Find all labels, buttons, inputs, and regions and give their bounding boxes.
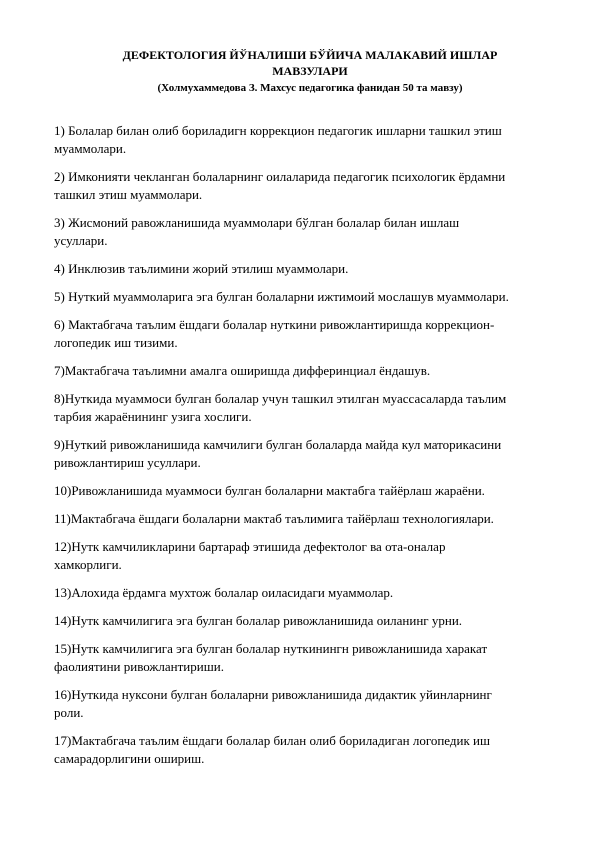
title-block bbox=[60, 47, 560, 96]
list-item: 17)Мактабгача таълим ёшдаги болалар билан олиб бориладиган логопедик иш самарадорлигини ошириш. bbox=[54, 733, 490, 766]
list-item: 4) Инклюзив таълимини жорий этилиш муаммолари. bbox=[54, 261, 349, 276]
list-item: 13)Алохида ёрдамга мухтож болалар оиласидаги муаммолар. bbox=[54, 585, 394, 600]
list-item: 11)Мактабгача ёшдаги болаларни мактаб таълимига тайёрлаш технологиялари. bbox=[54, 511, 494, 526]
document-subtitle: (Холмухаммедова З. Махсус педагогика фанидан 50 та мавзу) bbox=[157, 82, 463, 94]
list-item: 2) Имконияти чекланган болаларнинг оилаларида педагогик психологик ёрдамни ташкил этиш муаммолари. bbox=[54, 169, 506, 202]
list-item: 15)Нутк камчилигига эга булган болалар нуткинингн ривожланишида харакат фаолиятини ривожлантириши. bbox=[54, 641, 488, 674]
document-title-line-1: ДЕФЕКТОЛОГИЯ ЙЎНАЛИШИ БЎЙИЧА МАЛАКАВИЙ ИШЛАР bbox=[122, 48, 498, 62]
list-item: 7)Мактабгача таълимни амалга оширишда дифферинциал ёндашув. bbox=[54, 363, 431, 378]
list-item: 10)Ривожланишида муаммоси булган болаларни мактабга тайёрлаш жараёни. bbox=[54, 483, 485, 498]
document-title-line-2: МАВЗУЛАРИ bbox=[272, 64, 348, 78]
list-item: 9)Нуткий ривожланишида камчилиги булган болаларда майда кул маторикасини ривожлантириш усуллари. bbox=[54, 437, 502, 470]
list-item: 16)Нуткида нуксони булган болаларни ривожланишида дидактик уйинларнинг роли. bbox=[54, 687, 492, 720]
list-item: 1) Болалар билан олиб бориладигн коррекцион педагогик ишларни ташкил этиш муаммолари. bbox=[54, 123, 502, 156]
list-item: 8)Нуткида муаммоси булган болалар учун ташкил этилган муассасаларда таълим тарбия жараёнининг узига хослиги. bbox=[54, 391, 507, 424]
list-item: 14)Нутк камчилигига эга булган болалар ривожланишида оиланинг урни. bbox=[54, 613, 463, 628]
list-item: 12)Нутк камчиликларини бартараф этишида дефектолог ва ота-оналар хамкорлиги. bbox=[54, 539, 446, 572]
topics-list bbox=[54, 122, 564, 778]
list-item: 5) Нуткий муаммоларига эга булган болаларни ижтимоий мослашув муаммолари. bbox=[54, 289, 509, 304]
list-item: 6) Мактабгача таълим ёшдаги болалар нуткини ривожлантиришда коррекцион- логопедик иш тизими. bbox=[54, 317, 495, 350]
list-item: 3) Жисмоний равожланишида муаммолари бўлган болалар билан ишлаш усуллари. bbox=[54, 215, 460, 248]
